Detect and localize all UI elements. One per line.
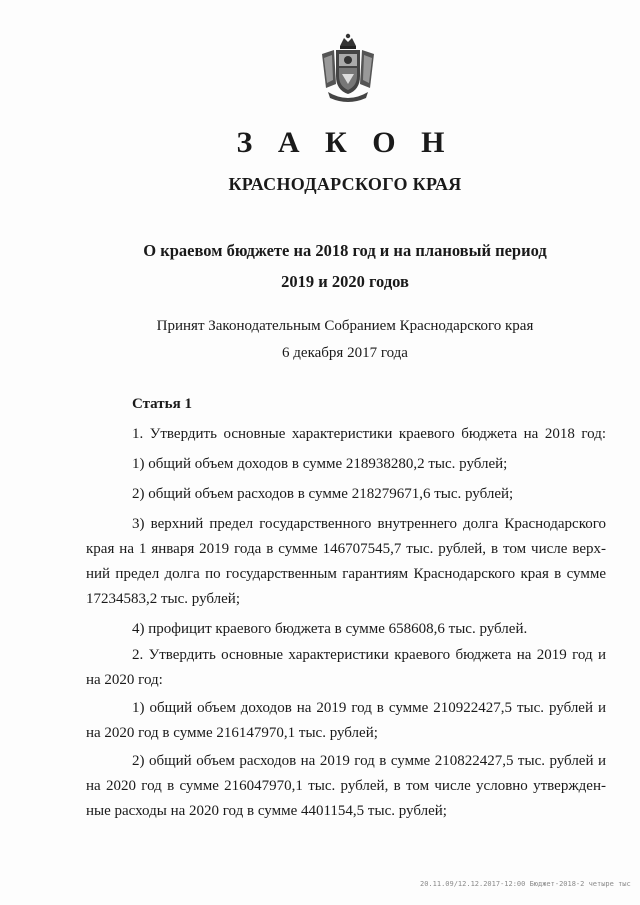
article-paragraph-line: на 2020 год в сумме 216147970,1 тыс. рублей; — [86, 725, 378, 741]
article-paragraph-line: 2. Утвердить основные характеристики краевого бюджета на 2019 год и — [132, 647, 606, 663]
article-paragraph-line: 2) общий объем расходов в сумме 218279671,6 тыс. рублей; — [132, 486, 514, 502]
adoption-date: 6 декабря 2017 года — [282, 345, 408, 361]
coat-of-arms-emblem — [318, 32, 378, 106]
article-paragraph-line: ные расходы на 2020 год в сумме 4401154,5 тыс. рублей; — [86, 803, 447, 819]
scan-footer-stamp: 20.11.09/12.12.2017-12:00 Бюджет-2018-2 четыре тыс — [420, 880, 631, 888]
article-paragraph-line: 4) профицит краевого бюджета в сумме 658608,6 тыс. рублей. — [132, 621, 528, 637]
document-title: З А К О Н — [236, 126, 454, 159]
article-title: Статья 1 — [132, 396, 192, 412]
article-paragraph-line: ний предел долга по государственным гарантиям Краснодарского края в сумме — [86, 566, 606, 582]
article-paragraph-line: 1) общий объем доходов в сумме 218938280,2 тыс. рублей; — [132, 456, 508, 472]
article-paragraph-line: края на 1 января 2019 года в сумме 146707545,7 тыс. рублей, в том числе верх- — [86, 541, 606, 557]
document-subtitle: КРАСНОДАРСКОГО КРАЯ — [228, 174, 462, 194]
article-paragraph-line: на 2020 год в сумме 216047970,1 тыс. рублей, в том числе условно утвержден- — [86, 778, 606, 794]
article-paragraph-line: 3) верхний предел государственного внутреннего долга Краснодарского — [132, 516, 606, 532]
adoption-line-1: Принят Законодательным Собранием Краснодарского края — [156, 318, 534, 334]
emblem-ribbon-text: · — [347, 98, 349, 102]
article-paragraph-line: 1) общий объем доходов на 2019 год в сумме 210922427,5 тыс. рублей и — [132, 700, 606, 716]
law-heading-line-1: О краевом бюджете на 2018 год и на плановый период — [143, 241, 547, 260]
article-paragraph-line: 1. Утвердить основные характеристики краевого бюджета на 2018 год: — [132, 426, 606, 442]
article-paragraph-line: 17234583,2 тыс. рублей; — [86, 591, 240, 607]
article-paragraph-line: на 2020 год: — [86, 672, 163, 688]
article-paragraph-line: 2) общий объем расходов на 2019 год в сумме 210822427,5 тыс. рублей и — [132, 753, 606, 769]
law-heading-line-2: 2019 и 2020 годов — [281, 272, 409, 291]
